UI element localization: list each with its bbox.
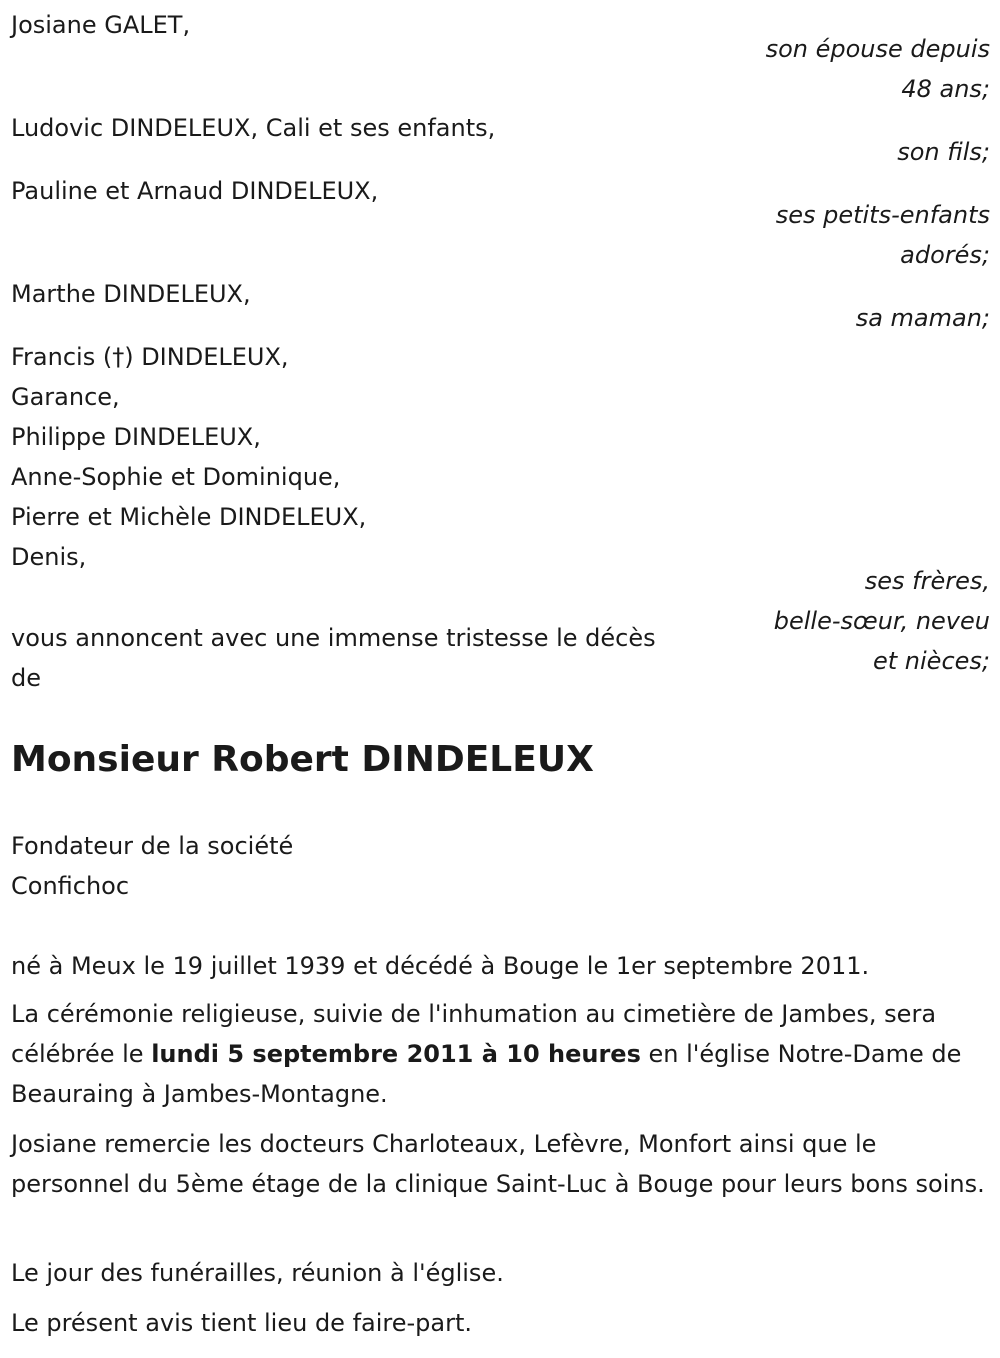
family-member-pauline: Pauline et Arnaud DINDELEUX, — [11, 177, 379, 205]
faire-part-paragraph: Le présent avis tient lieu de faire-part. — [11, 1309, 473, 1337]
family-member-annesophie: Anne-Sophie et Dominique, — [11, 463, 341, 491]
relation-petits-enfants-line2: adorés; — [900, 241, 990, 269]
thanks-paragraph: Josiane remercie les docteurs Charloteaux, Lefèvre, Monfort ainsi que le personnel du 5ème étage de la clinique Saint-Luc à Bouge pour leurs bons soins. — [11, 1130, 985, 1198]
relation-epouse-line1: son épouse depuis — [765, 35, 990, 63]
deceased-role-line2: Confichoc — [11, 872, 130, 900]
family-member-josiane: Josiane GALET, — [11, 11, 191, 39]
ceremony-text-end: en l'église Notre-Dame de Beauraing à Jambes-Montagne. — [11, 1040, 962, 1108]
ceremony-datetime: lundi 5 septembre 2011 à 10 heures — [151, 1040, 641, 1068]
relation-petits-enfants-line1: ses petits-enfants — [775, 201, 990, 229]
ceremony-text-start: La cérémonie religieuse, suivie de l'inhumation au cimetière de Jambes, sera célébrée le — [11, 1000, 937, 1068]
family-member-marthe: Marthe DINDELEUX, — [11, 280, 251, 308]
family-member-denis: Denis, — [11, 543, 87, 571]
deceased-name: Monsieur Robert DINDELEUX — [11, 739, 594, 780]
relation-freres-line2: belle-sœur, neveu — [773, 607, 990, 635]
reunion-paragraph: Le jour des funérailles, réunion à l'église. — [11, 1259, 504, 1287]
announcement-line2: de — [11, 664, 41, 692]
relation-maman: sa maman; — [855, 304, 990, 332]
relation-fils: son fils; — [897, 138, 990, 166]
ceremony-paragraph — [11, 994, 996, 1114]
family-member-francis: Francis (†) DINDELEUX, — [11, 343, 289, 371]
deceased-role-line1: Fondateur de la société — [11, 832, 294, 860]
family-member-ludovic: Ludovic DINDELEUX, Cali et ses enfants, — [11, 114, 496, 142]
relation-epouse-line2: 48 ans; — [901, 75, 990, 103]
relation-freres-line3: et nièces; — [873, 647, 990, 675]
family-member-garance: Garance, — [11, 383, 120, 411]
relation-freres-line1: ses frères, — [864, 567, 990, 595]
birth-death-dates: né à Meux le 19 juillet 1939 et décédé à Bouge le 1er septembre 2011. — [11, 952, 870, 980]
family-member-philippe: Philippe DINDELEUX, — [11, 423, 261, 451]
family-member-pierre: Pierre et Michèle DINDELEUX, — [11, 503, 367, 531]
announcement-line1: vous annoncent avec une immense tristesse le décès — [11, 624, 656, 652]
